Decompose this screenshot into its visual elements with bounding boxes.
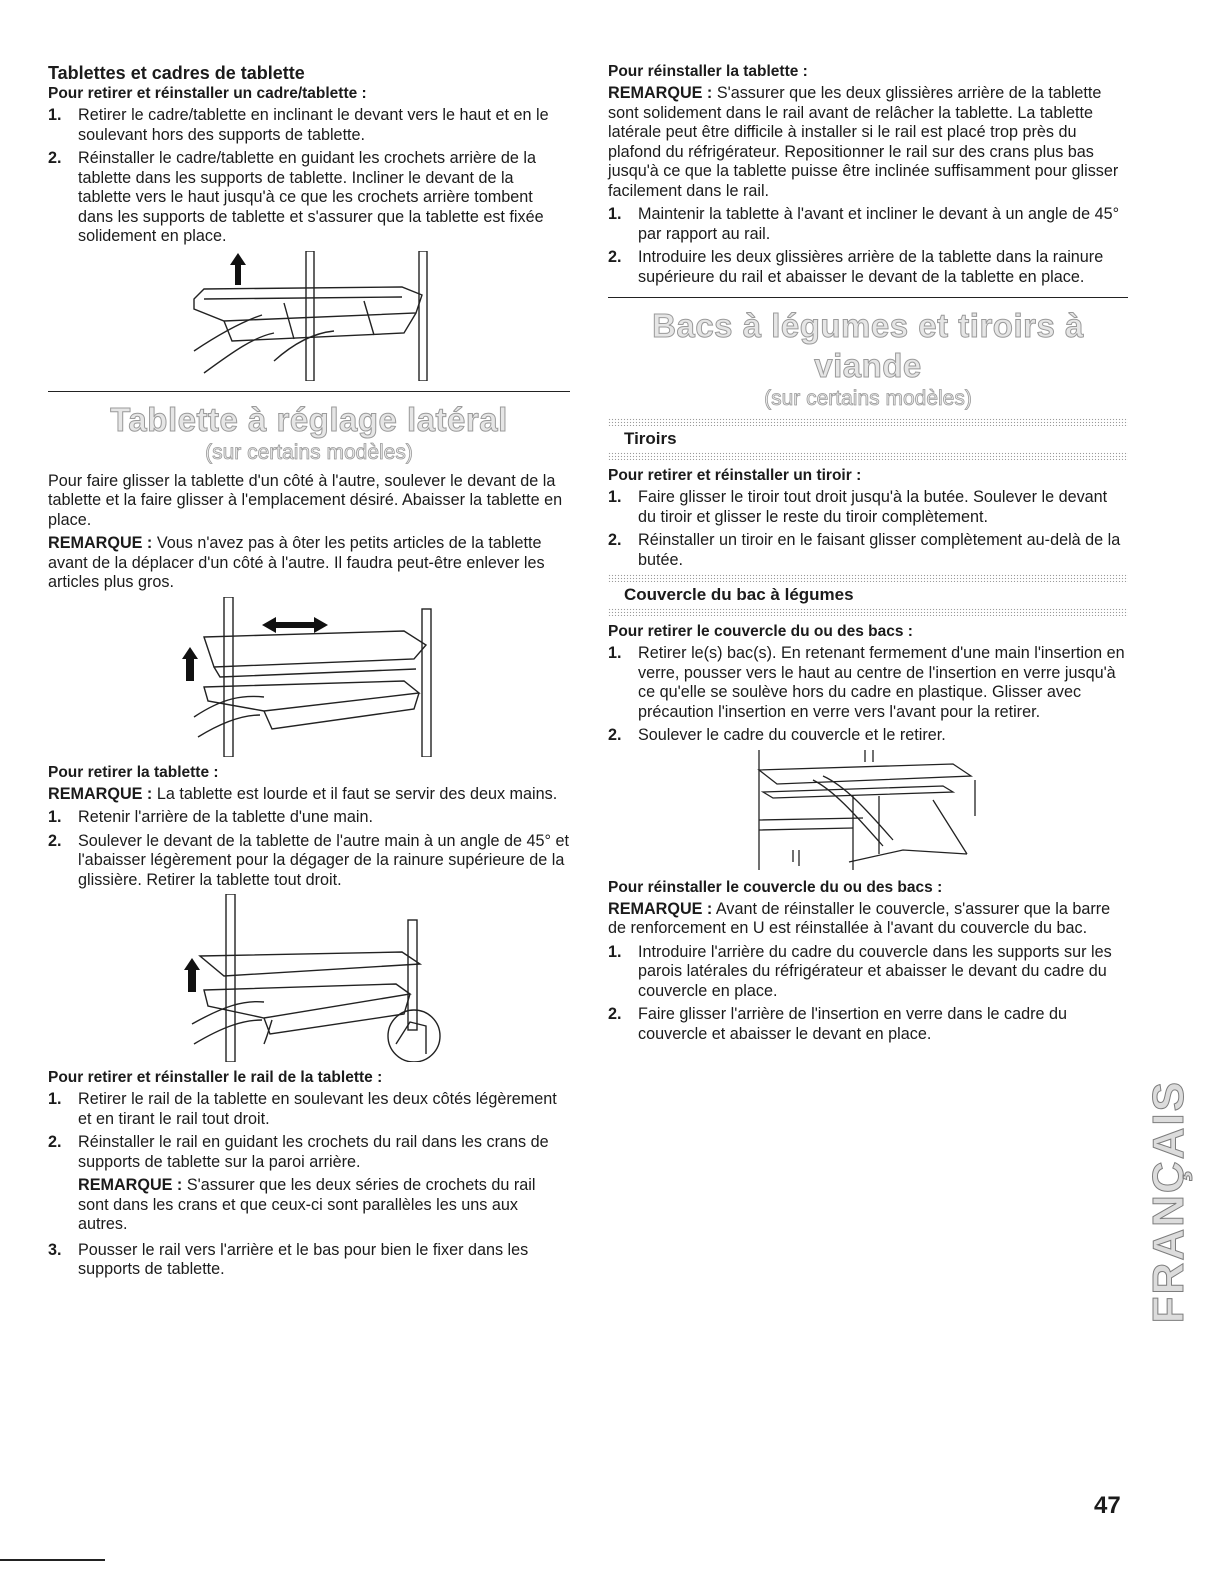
subheading-retirer-tablette: Pour retirer la tablette : xyxy=(48,763,219,781)
list-item: 2. Introduire les deux glissières arrière de la tablette dans la rainure supérieure du rail et abaisser le devant de la tablette en place. xyxy=(608,248,1104,286)
steps-reinstaller-couvercle xyxy=(608,943,1128,1045)
list-item: 2. Faire glisser l'arrière de l'insertion en verre dans le cadre du couvercle et abaisser le devant en place. xyxy=(608,1005,1068,1043)
list-item: 1. Introduire l'arrière du cadre du couvercle dans les supports sur les parois latérales du réfrigérateur et abaisser le devant du cadre du couvercle en place. xyxy=(608,942,1112,1000)
shelf-remove-illustration xyxy=(164,894,454,1062)
steps-reinstaller-tablette xyxy=(608,205,1128,287)
list-item: 1. Faire glisser le tiroir tout droit jusqu'à la butée. Soulever le devant du tiroir et glisser le reste du tiroir complètement. xyxy=(608,488,1108,526)
shelf-slide-illustration xyxy=(164,597,454,757)
divider xyxy=(48,391,570,392)
list-item: 1. Retirer le(s) bac(s). En retenant fermement d'une main l'insertion en verre, pousser vers le haut au centre de l'insertion en verre jusqu'à ce qu'elle se soulève hors du cadre en plastique. Glisser avec précaution l'insertion en verre vers l'avant pour la retirer. xyxy=(608,644,1125,721)
subheading-reinstaller-couvercle: Pour réinstaller le couvercle du ou des bacs : xyxy=(608,878,943,896)
note-paragraph: REMARQUE : S'assurer que les deux séries de crochets du rail sont dans les crans et que ceux-ci sont parallèles les uns aux autres. xyxy=(78,1176,536,1233)
note-paragraph: REMARQUE : S'assurer que les deux glissières arrière de la tablette sont solidement dans le rail avant de relâcher la tablette. La tablette latérale peut être difficile à installer si le rail est placé trop près du plafond du réfrigérateur. Repositionner le rail sur des crans plus bas jusqu'à ce que la tablette puisse être inclinée suffisamment pour glisser facilement dans le rail. xyxy=(608,84,1119,200)
subheading-retirer-couvercle: Pour retirer le couvercle du ou des bacs : xyxy=(608,623,913,640)
steps-rail-continued xyxy=(48,1241,570,1280)
list-item: 1. Retenir l'arrière de la tablette d'une main. xyxy=(48,808,374,826)
language-tab: FRANÇAIS xyxy=(1144,1080,1193,1324)
paragraph-glisser: Pour faire glisser la tablette d'un côté à l'autre, soulever le devant de la tablette et la faire glisser à l'emplacement désiré. Abaisser la tablette en place. xyxy=(48,471,563,529)
steps-cadre-tablette xyxy=(48,106,570,247)
list-item: 2. Réinstaller le rail en guidant les crochets du rail dans les crans de supports de tablette sur la paroi arrière. xyxy=(48,1133,549,1171)
crisper-cover-illustration xyxy=(753,750,983,872)
list-item: 2. Soulever le cadre du couvercle et le retirer. xyxy=(608,726,946,744)
double-arrow-icon xyxy=(262,617,328,633)
list-item: 1. Retirer le cadre/tablette en inclinant le devant vers le haut et en le soulevant hors des supports de tablette. xyxy=(48,106,549,144)
section-banner-reglage-lateral: Tablette à réglage latéral (sur certains modèles) xyxy=(110,400,508,464)
footer-rule xyxy=(0,1559,105,1561)
steps-retirer-tablette xyxy=(48,808,570,890)
left-column xyxy=(48,62,570,1284)
subheading-tiroir: Pour retirer et réinstaller un tiroir : xyxy=(608,467,862,484)
subsection-header-couvercle: Couvercle du bac à légumes xyxy=(608,574,1128,616)
list-item: 1. Retirer le rail de la tablette en soulevant les deux côtés légèrement et en tirant le rail tout droit. xyxy=(48,1090,557,1128)
steps-retirer-couvercle xyxy=(608,644,1128,746)
right-column xyxy=(608,62,1128,1048)
steps-tiroir xyxy=(608,488,1128,570)
note-paragraph: REMARQUE : Avant de réinstaller le couvercle, s'assurer que la barre de renforcement en U est réinstallée à l'avant du couvercle du bac. xyxy=(608,899,1111,937)
list-item: 2. Soulever le devant de la tablette de l'autre main à un angle de 45° et l'abaisser légèrement pour la dégager de la rainure supérieure de la glissière. Retirer la tablette tout droit. xyxy=(48,831,570,889)
divider xyxy=(608,297,1128,298)
arrow-up-icon xyxy=(182,647,198,681)
section-title-tablettes: Tablettes et cadres de tablette xyxy=(48,63,305,83)
list-item: 1. Maintenir la tablette à l'avant et incliner le devant à un angle de 45° par rapport au rail. xyxy=(608,205,1120,243)
subsection-header-tiroirs: Tiroirs xyxy=(608,418,1128,460)
arrow-up-icon xyxy=(184,958,200,992)
subheading-retirer-cadre: Pour retirer et réinstaller un cadre/tablette : xyxy=(48,85,367,102)
page-number: 47 xyxy=(1094,1492,1121,1519)
list-item: 2. Réinstaller le cadre/tablette en guidant les crochets arrière de la tablette dans les supports de tablette. Incliner le devant de la tablette vers le haut jusqu'à ce que les crochets arrière tombent dans les supports de tablette et s'assurer que la tablette est fixée solidement en place. xyxy=(48,149,544,245)
note-paragraph: REMARQUE : La tablette est lourde et il faut se servir des deux mains. xyxy=(48,784,558,803)
list-item: 2. Réinstaller un tiroir en le faisant glisser complètement au-delà de la butée. xyxy=(608,531,1121,569)
steps-rail xyxy=(48,1090,570,1172)
note-paragraph: REMARQUE : Vous n'avez pas à ôter les petits articles de la tablette avant de la déplacer d'un côté à l'autre. Il faudra peut-être enlever les articles plus gros. xyxy=(48,534,545,591)
shelf-lift-illustration xyxy=(164,251,454,381)
subheading-rail: Pour retirer et réinstaller le rail de la tablette : xyxy=(48,1069,383,1086)
subheading-reinstaller-tablette: Pour réinstaller la tablette : xyxy=(608,63,808,80)
section-banner-bacs: Bacs à légumes et tiroirs à viande (sur certains modèles) xyxy=(652,307,1084,410)
arrow-up-icon xyxy=(230,253,246,285)
list-item: 3. Pousser le rail vers l'arrière et le bas pour bien le fixer dans les supports de tablette. xyxy=(48,1240,529,1278)
